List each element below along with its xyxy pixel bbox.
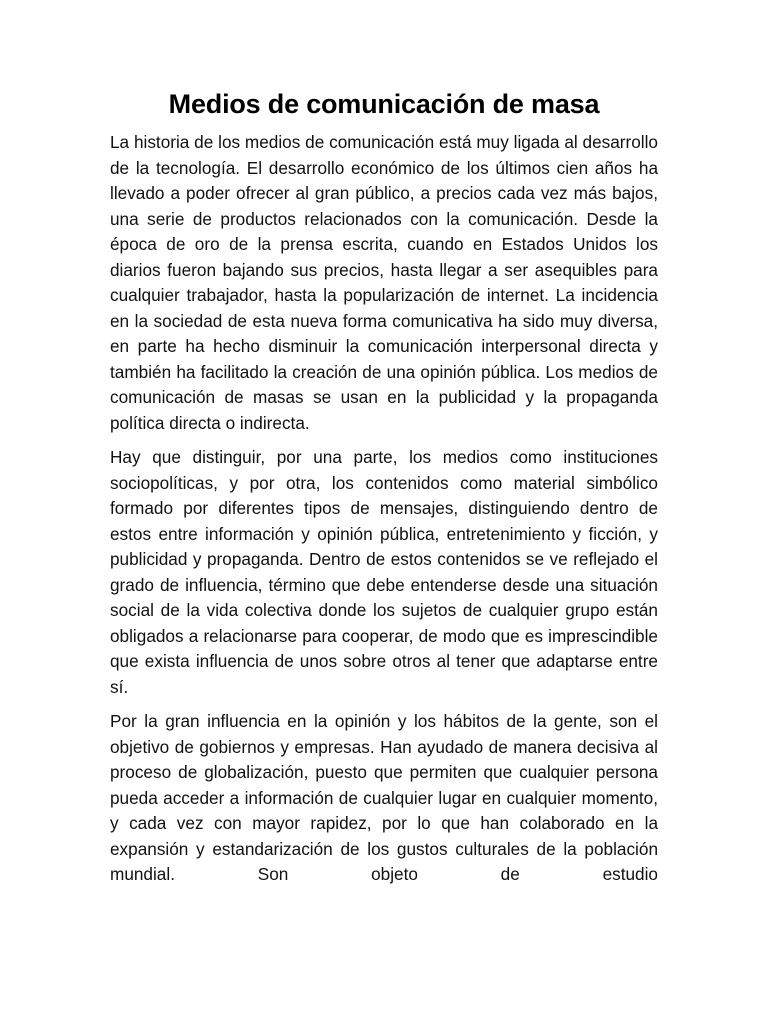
document-title: Medios de comunicación de masa (168, 89, 600, 119)
document-body (110, 130, 658, 897)
paragraph-distinction: Hay que distinguir, por una parte, los medios como instituciones sociopolíticas, y por otra, los contenidos como material simbólico formado por diferentes tipos de mensajes, distinguiendo dentro de estos entre información y opinión pública, entretenimiento y ficción, y publicidad y propaganda. Dentro de estos contenidos se ve reflejado el grado de influencia, término que debe entenderse desde una situación social de la vida colectiva donde los sujetos de cualquier grupo están obligados a relacionarse para cooperar, de modo que es imprescindible que exista influencia de unos sobre otros al tener que adaptarse entre sí. (110, 447, 658, 697)
paragraph-history: La historia de los medios de comunicación está muy ligada al desarrollo de la tecnología. El desarrollo económico de los últimos cien años ha llevado a poder ofrecer al gran público, a precios cada vez más bajos, una serie de productos relacionados con la comunicación. Desde la época de oro de la prensa escrita, cuando en Estados Unidos los diarios fueron bajando sus precios, hasta llegar a ser asequibles para cualquier trabajador, hasta la popularización de internet. La incidencia en la sociedad de esta nueva forma comunicativa ha sido muy diversa, en parte ha hecho disminuir la comunicación interpersonal directa y también ha facilitado la creación de una opinión pública. Los medios de comunicación de masas se usan en la publicidad y la propaganda política directa o indirecta. (110, 132, 658, 433)
paragraph-influence: Por la gran influencia en la opinión y los hábitos de la gente, son el objetivo de gobiernos y empresas. Han ayudado de manera decisiva al proceso de globalización, puesto que permiten que cualquier persona pueda acceder a información de cualquier lugar en cualquier momento, y cada vez con mayor rapidez, por lo que han colaborado en la expansión y estandarización de los gustos culturales de la población mundial. Son objeto de estudio (110, 711, 658, 884)
